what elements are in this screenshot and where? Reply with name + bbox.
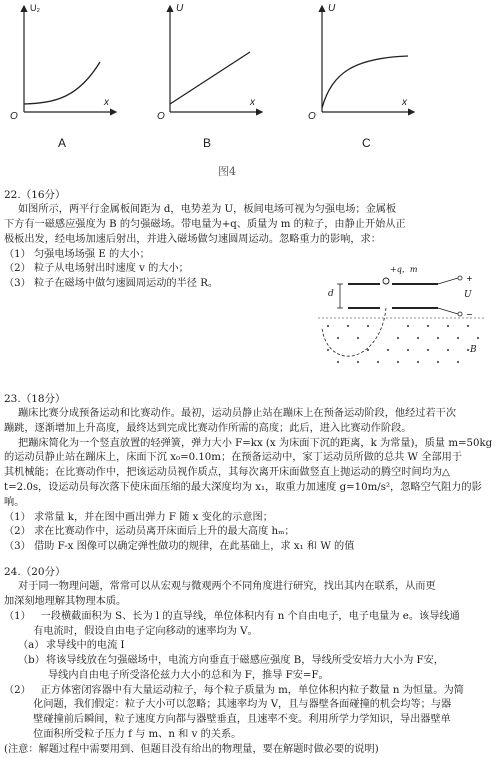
graph-a-curve	[24, 62, 100, 104]
q23-heading: 23.（18分）	[4, 392, 66, 405]
graph-a-origin: O	[10, 111, 18, 122]
graph-row	[0, 0, 500, 185]
q23-item: （1） 求常量 k，并在图中画出弹力 F 随 x 变化的示意图；	[4, 511, 273, 523]
q23-body-line: 蹦床比赛分成预备运动和比赛动作。最初，运动员静止站在蹦床上在预备运动阶段，他经过若干次	[18, 408, 457, 420]
svg-text:+: +	[466, 274, 473, 283]
q23-body-line: 响。	[4, 496, 25, 508]
graph-b-y-label: U	[176, 3, 184, 14]
graph-a-x-label: x	[104, 97, 109, 108]
q22-item: （2） 粒子从电场射出时速度 v 的大小；	[4, 263, 189, 275]
graph-a-label: A	[58, 136, 67, 150]
graph-c-y-label: U	[328, 3, 336, 14]
graph-b	[170, 6, 262, 112]
q24-subitem-continued: 导线内自由电子所受洛伦兹力大小的总和为 F，推导 F安=F。	[48, 669, 329, 681]
q24-subitem: （b）将该导线放在匀强磁场中，电流方向垂直于磁感应强度 B，导线所受安培力大小为 F安，	[18, 655, 444, 667]
q24-item2-line: 化问题，我们假定：粒子大小可以忽略；其速率均为 V，且与器壁各面碰撞的机会均等；与器	[4, 699, 452, 711]
q24-item1-line: 有电流时，假设自由电子定向移动的速率均为 V。	[4, 625, 258, 637]
q24-body-line: 对于同一物理问题，常常可以从宏观与微观两个不同角度进行研究，找出其内在联系，从而更	[18, 581, 436, 593]
q22-item: （1） 匀强电场场强 E 的大小；	[4, 248, 150, 260]
q23-item: （2） 求在比赛动作中，运动员离开床面后上升的最大高度 hₘ；	[4, 526, 295, 538]
graph-c	[322, 6, 414, 112]
q22-item: （3） 粒子在磁场中做匀速圆周运动的半径 R。	[4, 278, 219, 290]
q24-item2-line: （2） 正方体密闭容器中有大量运动粒子，每个粒子质量为 m，单位体积内粒子数量 n 为恒量。为简	[4, 684, 464, 696]
q22-charge-label: +q，m	[390, 265, 418, 274]
graphs-svg	[0, 0, 500, 185]
magnetic-field-dots	[327, 325, 479, 363]
graph-b-origin: O	[157, 111, 165, 122]
svg-text:−: −	[466, 310, 473, 319]
q22-body-line: 极板出发，经电场加速后射出，并进入磁场做匀速圆周运动。忽略重力的影响，求：	[4, 233, 381, 245]
graph-c-curve	[322, 56, 408, 108]
q24-body-line: 加深刻地理解其物理本质。	[4, 595, 127, 607]
q24-heading: 24.（20分）	[4, 565, 66, 578]
q22-heading: 22.（16分）	[4, 189, 66, 201]
q23-body-line: 蹦跳，逐渐增加上升高度，最终达到完成比赛动作所需的高度；此后，进入比赛动作阶段。	[4, 422, 412, 434]
q24-item2-line: 壁碰撞前后瞬间，粒子速度方向都与器壁垂直，且速率不变。利用所学力学知识，导出器壁单	[4, 714, 451, 726]
q24-item2-line: 位面积所受粒子压力 f 与 m、n 和 v 的关系。	[4, 728, 242, 740]
q23-body-line: 把蹦床简化为一个竖直放置的轻弹簧，弹力大小 F=kx (x 为床面下沉的距离，k 为常量)，质量 m=50kg	[18, 437, 493, 449]
q23-body-line: 其机械能；在比赛动作中，把该运动员视作质点，其每次离开床面做竖直上抛运动的腾空时间均为△	[4, 467, 450, 479]
q23-body-line: 的运动员静止站在蹦床上，床面下沉 x₀=0.10m；在预备运动中，家丁运动员所做的总共 W 全部用于	[4, 452, 463, 464]
q24-item1-line: （1） 一段横截面积为 S、长为 l 的直导线，单位体积内有 n 个自由电子，电子电量为 e。该导线通	[4, 610, 460, 622]
q22-u-label: U	[464, 290, 472, 300]
graph-c-label: C	[362, 136, 371, 150]
q22-diagram	[318, 265, 488, 368]
q23-body-line: t=2.0s，设运动员每次落下使床面压缩的最大深度均为 x₁，取重力加速度 g=10m/s²，忽略空气阻力的影	[4, 482, 482, 494]
graph-b-label: B	[203, 136, 212, 150]
graph-a	[24, 6, 116, 112]
q22-d-label: d	[328, 289, 334, 299]
q24-subitem: （a） 求导线中的电流 I	[18, 640, 125, 652]
graph-a-y-label: U₂	[30, 3, 40, 13]
q22-body-line: 如图所示，两平行金属板间距为 d，电势差为 U，板间电场可视为匀强电场；金属板	[18, 204, 397, 216]
graph-c-x-label: x	[402, 97, 407, 108]
graph-b-line	[170, 52, 250, 104]
particle-icon	[383, 278, 389, 284]
q22-diagram-svg	[318, 268, 488, 368]
q23-item: （3） 借助 F-x 图像可以确定弹性做功的规律，在此基础上，求 x₁ 和 W 的值	[4, 541, 355, 553]
graph-b-x-label: x	[250, 97, 255, 108]
q22-b-label: B	[470, 345, 477, 355]
figure-caption: 图4	[218, 165, 236, 178]
q22-body-line: 下方有一磁感应强度为 B 的匀强磁场。带电量为+q、质量为 m 的粒子，由静止开始从正	[4, 219, 406, 230]
graph-c-origin: O	[308, 111, 316, 122]
trajectory-path	[322, 308, 386, 356]
q24-note: (注意：解题过程中需要用到、但题目没有给出的物理量，要在解题时做必要的说明)	[4, 743, 379, 755]
